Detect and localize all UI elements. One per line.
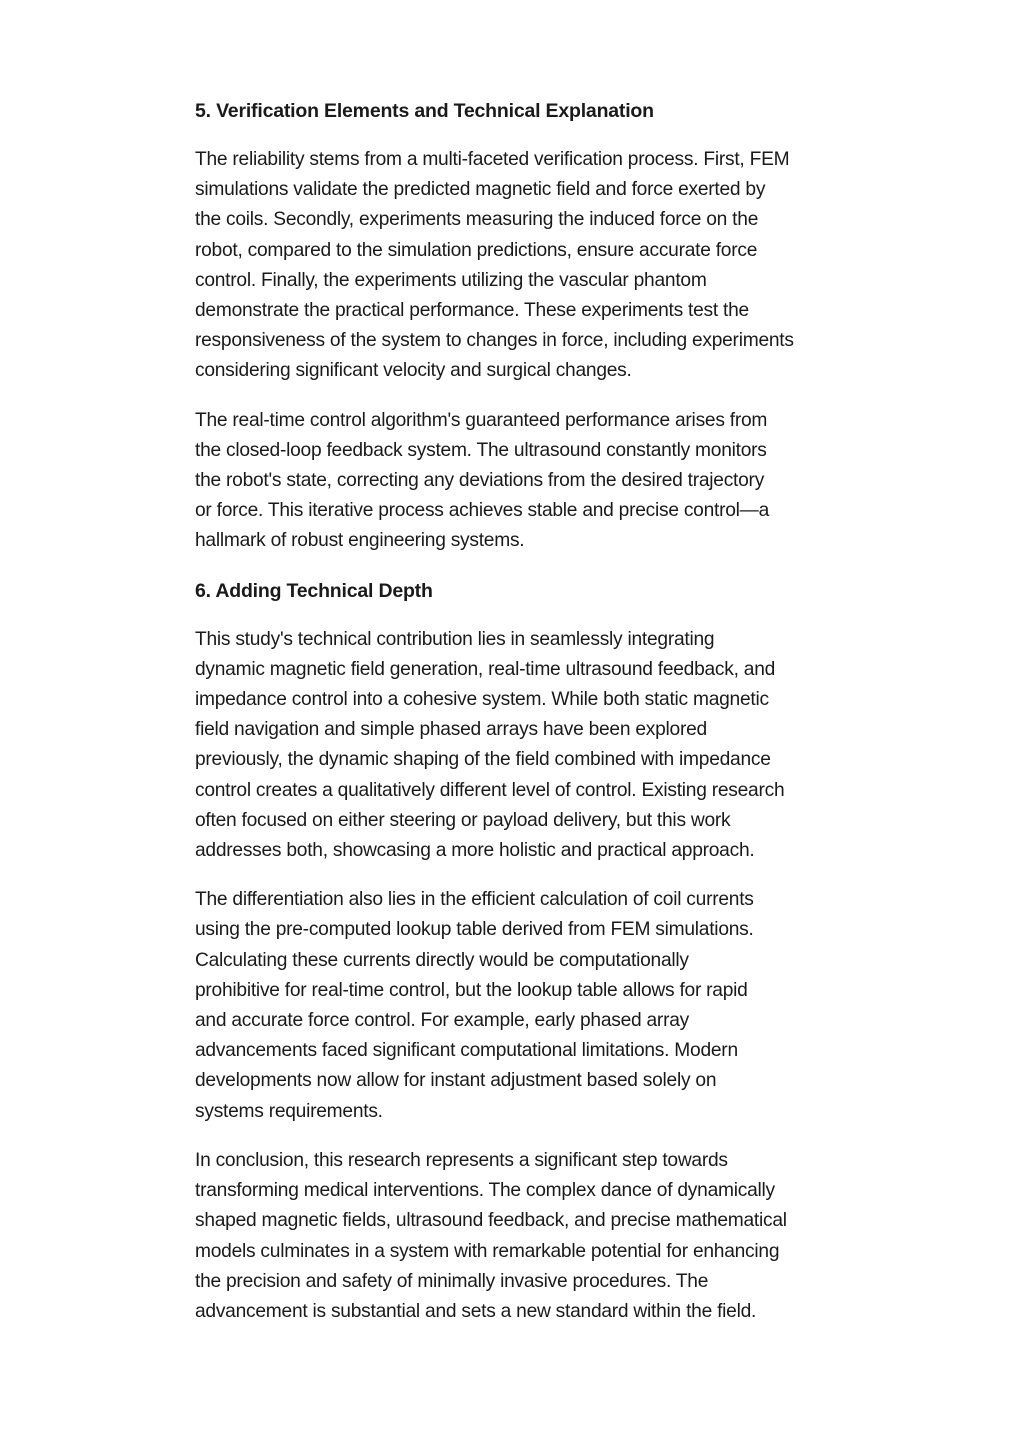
text-line: impedance control into a cohesive system. While both static magnetic	[195, 689, 769, 711]
text-line: systems requirements.	[195, 1100, 383, 1122]
document-page	[195, 96, 835, 1346]
text-line: advancements faced significant computational limitations. Modern	[195, 1040, 738, 1062]
text-line: dynamic magnetic field generation, real-time ultrasound feedback, and	[195, 658, 776, 680]
text-line: often focused on either steering or payload delivery, but this work	[195, 809, 731, 831]
paragraph-technical-contribution	[195, 625, 835, 867]
text-line: control. Finally, the experiments utilizing the vascular phantom	[195, 269, 707, 291]
text-line: prohibitive for real-time control, but the lookup table allows for rapid	[195, 979, 748, 1001]
text-line: models culminates in a system with remarkable potential for enhancing	[195, 1240, 780, 1262]
text-line: addresses both, showcasing a more holistic and practical approach.	[195, 840, 755, 862]
text-line: or force. This iterative process achieves stable and precise control—a	[195, 500, 770, 522]
text-line: This study's technical contribution lies in seamlessly integrating	[195, 628, 715, 650]
text-line: developments now allow for instant adjustment based solely on	[195, 1070, 717, 1092]
text-line: using the pre-computed lookup table derived from FEM simulations.	[195, 919, 754, 941]
paragraph-verification-process	[195, 145, 835, 387]
paragraph-conclusion	[195, 1146, 835, 1327]
text-line: responsiveness of the system to changes in force, including experiments	[195, 330, 794, 352]
text-line: the precision and safety of minimally invasive procedures. The	[195, 1270, 709, 1292]
section-heading-technical-depth: 6. Adding Technical Depth	[195, 579, 433, 602]
paragraph-differentiation	[195, 885, 835, 1127]
text-line: the robot's state, correcting any deviations from the desired trajectory	[195, 470, 765, 492]
text-line: considering significant velocity and surgical changes.	[195, 360, 632, 382]
text-line: hallmark of robust engineering systems.	[195, 530, 525, 552]
text-line: Calculating these currents directly would be computationally	[195, 949, 689, 971]
paragraph-control-algorithm	[195, 406, 835, 557]
text-line: control creates a qualitatively different level of control. Existing research	[195, 779, 785, 801]
text-line: shaped magnetic fields, ultrasound feedback, and precise mathematical	[195, 1210, 787, 1232]
text-line: The real-time control algorithm's guaranteed performance arises from	[195, 409, 768, 431]
text-line: previously, the dynamic shaping of the field combined with impedance	[195, 749, 771, 771]
text-line: simulations validate the predicted magnetic field and force exerted by	[195, 179, 766, 201]
text-line: The reliability stems from a multi-faceted verification process. First, FEM	[195, 149, 790, 170]
text-line: the coils. Secondly, experiments measuring the induced force on the	[195, 209, 759, 231]
text-line: the closed-loop feedback system. The ultrasound constantly monitors	[195, 439, 767, 461]
text-line: and accurate force control. For example, early phased array	[195, 1010, 689, 1032]
text-line: demonstrate the practical performance. These experiments test the	[195, 300, 749, 322]
section-heading-verification: 5. Verification Elements and Technical Explanation	[195, 100, 654, 122]
text-line: advancement is substantial and sets a new standard within the field.	[195, 1300, 757, 1322]
text-line: field navigation and simple phased arrays have been explored	[195, 719, 707, 741]
text-line: The differentiation also lies in the efficient calculation of coil currents	[195, 889, 754, 911]
text-line: transforming medical interventions. The complex dance of dynamically	[195, 1180, 775, 1202]
text-line: robot, compared to the simulation predictions, ensure accurate force	[195, 239, 758, 261]
text-line: In conclusion, this research represents a significant step towards	[195, 1149, 728, 1171]
